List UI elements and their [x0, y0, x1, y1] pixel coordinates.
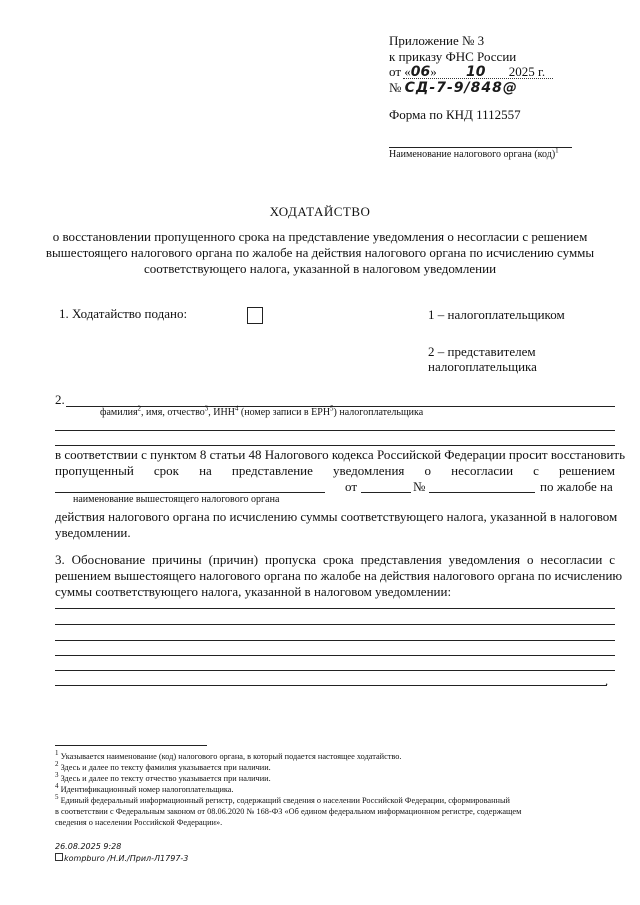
- footnote-1: $^1$ Указывается наименование (код) налогового органа, в который подается настоящее ходатайство.: [55, 749, 402, 761]
- document-title: ХОДАТАЙСТВО: [269, 204, 371, 219]
- section2-text-2: пропущенный срок на представление уведомления о несогласии с решением: [55, 463, 615, 478]
- justification-line-1[interactable]: [55, 608, 615, 609]
- subtitle-line-1: о восстановлении пропущенного срока на представление уведомления о несогласии с решением: [52, 229, 588, 244]
- section3-text-1: 3. Обоснование причины (причин) пропуска срока представления уведомления о несогласии с: [55, 552, 615, 567]
- justification-line-6[interactable]: [55, 685, 607, 686]
- section3-text-3: суммы соответствующего налога, указанной в налоговом уведомлении:: [55, 584, 452, 599]
- taxpayer-name-caption: фамилия$^2$, имя, отчество$^3$, ИНН$^4$ (номер записи в ЕРН$^5$) налогоплательщика: [100, 404, 424, 418]
- section2-text-1: в соответствии с пунктом 8 статьи 48 Налогового кодекса Российской Федерации просит восстановить: [55, 447, 626, 462]
- print-path: kompburo /Н.И./Прил-Л1797-3: [55, 853, 188, 863]
- decision-date-line[interactable]: [361, 492, 411, 493]
- decision-number-label: №: [413, 479, 426, 494]
- appendix-label: Приложение № 3: [389, 33, 485, 48]
- higher-authority-line[interactable]: [55, 492, 325, 493]
- footnote-3: $^3$ Здесь и далее по тексту отчество указывается при наличии.: [55, 771, 271, 783]
- footnote-4: $^4$ Идентификационный номер налогоплательщика.: [55, 782, 234, 794]
- taxpayer-name-line-2[interactable]: [55, 430, 615, 431]
- order-date-day: 06: [410, 64, 431, 80]
- order-number: № СД-7-9/848@: [389, 80, 518, 96]
- decision-number-line[interactable]: [429, 492, 535, 493]
- taxpayer-name-line-3[interactable]: [55, 445, 615, 446]
- print-datetime: 26.08.2025 9:28: [55, 842, 122, 851]
- section1-label: 1. Ходатайство подано:: [59, 306, 188, 321]
- form-code: Форма по КНД 1112557: [389, 107, 521, 122]
- footnote-5-cont-2: сведения о населении Российской Федерации».: [55, 818, 223, 827]
- footnote-5: $^5$ Единый федеральный информационный регистр, содержащий сведения о населении Российской Федерации, сформированный: [55, 793, 510, 805]
- higher-authority-caption: наименование вышестоящего налогового органа: [73, 494, 280, 505]
- justification-line-2[interactable]: [55, 624, 615, 625]
- complaint-label: по жалобе на: [540, 479, 613, 494]
- order-number-value: СД-7-9/848@: [404, 80, 518, 96]
- section2-text-3: действия налогового органа по исчислению суммы соответствующего налога, указанной в налоговом: [55, 509, 618, 524]
- section2-text-4: уведомлении.: [55, 525, 131, 540]
- subtitle-line-3: соответствующего налога, указанной в налоговом уведомлении: [143, 261, 497, 276]
- subtitle-line-2: вышестоящего налогового органа по жалобе на действия налогового органа по исчислению суммы: [45, 245, 595, 260]
- option-representative-1: 2 – представителем: [428, 344, 536, 359]
- order-date: от «06» 10 2025 г.: [389, 64, 546, 80]
- tax-authority-caption: Наименование налогового органа (код)$^1$: [389, 146, 559, 160]
- filer-type-checkbox[interactable]: [247, 307, 263, 324]
- justification-line-5[interactable]: [55, 670, 615, 671]
- section2-number: 2.: [55, 392, 65, 407]
- decision-date-label: от: [345, 479, 358, 494]
- tax-authority-line[interactable]: [389, 147, 572, 148]
- order-label: к приказу ФНС России: [389, 49, 517, 64]
- justification-line-4[interactable]: [55, 655, 615, 656]
- section3-text-2: решением вышестоящего налогового органа по жалобе на действия налогового органа по исчислению: [55, 568, 623, 583]
- footnote-5-cont-1: в соответствии с Федеральным законом от 08.06.2020 № 168-ФЗ «Об едином федеральном информационном регистре, содержащем: [55, 807, 522, 816]
- footnote-2: $^2$ Здесь и далее по тексту фамилия указывается при наличии.: [55, 760, 271, 772]
- file-icon: [55, 853, 63, 861]
- order-date-month: 10: [466, 64, 486, 80]
- justification-end-mark: .: [605, 673, 609, 688]
- justification-line-3[interactable]: [55, 640, 615, 641]
- option-representative-2: налогоплательщика: [428, 359, 537, 374]
- option-taxpayer: 1 – налогоплательщиком: [428, 307, 565, 322]
- footnote-separator: [55, 745, 207, 746]
